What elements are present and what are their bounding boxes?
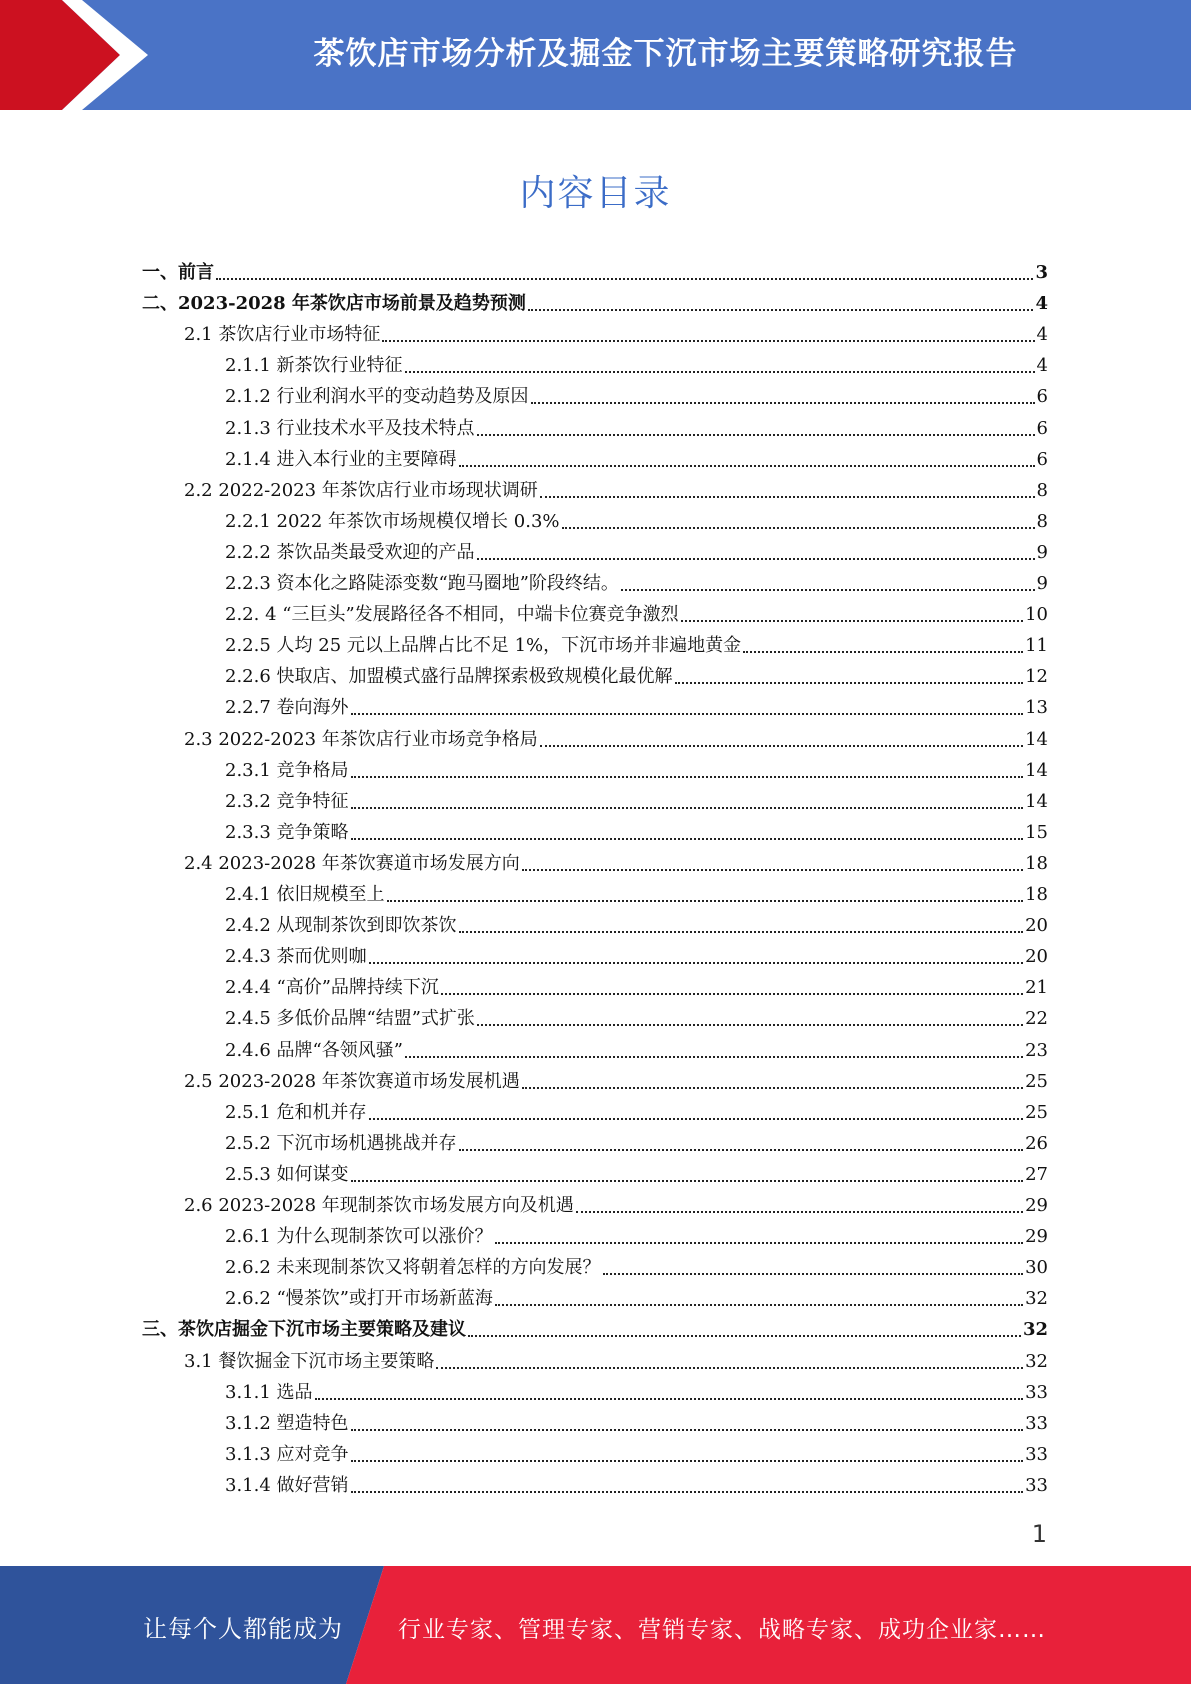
toc-entry-label: 2.2.3 资本化之路陡添变数“跑马圈地”阶段终结。 [225,573,619,594]
toc-leader-dots [315,1384,1024,1400]
toc-entry-label: 3.1.3 应对竞争 [225,1443,349,1465]
toc-entry-label: 2.2.1 2022 年茶饮市场规模仅增长 0.3% [225,510,560,532]
toc-entry-label: 2.3.1 竞争格局 [225,759,349,781]
toc-entry-page: 33 [1025,1474,1048,1496]
toc-leader-dots [351,699,1024,715]
toc-leader-dots [540,731,1023,747]
toc-entry-page: 22 [1025,1008,1048,1030]
toc-entry-page: 6 [1036,417,1048,439]
toc-leader-dots [436,1353,1023,1369]
toc-entry-label: 2.4.5 多低价品牌“结盟”式扩张 [225,1008,475,1030]
toc-entry-label: 3.1.2 塑造特色 [225,1412,349,1434]
toc-leader-dots [459,451,1035,467]
toc-entry[interactable] [184,471,1048,502]
toc-entry[interactable] [225,968,1048,999]
toc-entry-label: 2.5.3 如何谋变 [225,1163,349,1185]
toc-entry-label: 2.6 2023-2028 年现制茶饮市场发展方向及机遇 [184,1195,574,1216]
toc-entry[interactable] [225,657,1048,688]
toc-entry-label: 2.3.3 竞争策略 [225,821,349,843]
toc-entry-page: 25 [1025,1070,1048,1092]
toc-leader-dots [522,855,1023,871]
toc-leader-dots [369,948,1024,964]
toc-entry-label: 2.2. 4 “三巨头”发展路径各不相同，中端卡位赛竞争激烈 [225,604,679,626]
toc-entry[interactable] [225,906,1048,937]
toc-entry-page: 3 [1035,262,1048,283]
toc-entry[interactable] [225,1031,1048,1062]
toc-entry[interactable] [225,1373,1048,1404]
toc-entry[interactable] [225,377,1048,408]
toc-entry[interactable] [225,1248,1048,1279]
toc-entry[interactable] [225,346,1048,377]
toc-entry-label: 2.1.2 行业利润水平的变动趋势及原因 [225,386,529,408]
toc-leader-dots [351,762,1024,778]
toc-entry-label: 2.6.2 未来现制茶饮又将朝着怎样的方向发展？ [225,1257,601,1279]
toc-entry-page: 25 [1025,1101,1048,1123]
toc-entry-label: 2.2.5 人均 25 元以上品牌占比不足 1%，下沉市场并非遍地黄金 [225,635,742,657]
toc-entry-page: 14 [1025,728,1048,750]
footer-slogan-left: 让每个人都能成为 [143,1615,343,1643]
toc-entry-label: 2.1.4 进入本行业的主要障碍 [225,448,457,470]
toc-entry-label: 3.1.4 做好营销 [225,1474,349,1496]
toc-entry-page: 32 [1022,1319,1048,1341]
toc-leader-dots [562,513,1035,529]
toc-entry[interactable] [225,813,1048,844]
toc-entry-page: 4 [1035,293,1048,315]
toc-entry-page: 26 [1025,1132,1048,1154]
report-title: 茶饮店市场分析及掘金下沉市场主要策略研究报告 [313,36,1018,72]
toc-entry-page: 12 [1025,666,1048,688]
toc-entry[interactable] [225,1466,1048,1497]
toc-entry-page: 20 [1025,915,1048,937]
toc-entry-label: 2.3 2022-2023 年茶饮店行业市场竞争格局 [184,728,538,750]
toc-entry[interactable] [225,533,1048,564]
toc-entry-label: 2.2 2022-2023 年茶饮店行业市场现状调研 [184,479,538,501]
toc-entry-page: 6 [1036,448,1048,470]
toc-leader-dots [522,1073,1023,1089]
toc-leader-dots [495,1290,1023,1306]
toc-entry[interactable] [225,626,1048,657]
toc-entry-label: 3.1 餐饮掘金下沉市场主要策略 [184,1350,435,1372]
toc-leader-dots [495,1228,1024,1244]
toc-entry-label: 2.6.2 “慢茶饮”或打开市场新蓝海 [225,1288,493,1310]
toc-leader-dots [468,1321,1021,1337]
toc-entry-label: 二、2023-2028 年茶饮店市场前景及趋势预测 [142,293,526,315]
toc-entry-label: 2.5.1 危和机并存 [225,1101,367,1123]
toc-entry[interactable] [225,937,1048,968]
toc-entry[interactable] [225,595,1048,626]
page-number: 1 [1031,1520,1047,1548]
toc-leader-dots [477,1010,1023,1026]
toc-leader-dots [540,482,1035,498]
toc-leader-dots [351,824,1024,840]
toc-entry-page: 18 [1025,884,1048,905]
toc-entry-label: 2.4 2023-2028 年茶饮赛道市场发展方向 [184,852,520,874]
toc-entry-page: 9 [1036,541,1048,563]
toc-leader-dots [369,1104,1024,1120]
toc-entry-page: 30 [1025,1257,1048,1279]
toc-entry[interactable] [142,1310,1048,1341]
toc-entry[interactable] [225,1093,1048,1124]
toc-leader-dots [387,886,1024,902]
toc-entry-page: 32 [1025,1288,1048,1310]
toc-leader-dots [576,1197,1023,1213]
toc-leader-dots [216,264,1033,280]
toc-leader-dots [382,326,1034,342]
toc-entry-label: 2.4.3 茶而优则咖 [225,946,367,968]
toc-entry-label: 2.5 2023-2028 年茶饮赛道市场发展机遇 [184,1070,520,1092]
toc-entry[interactable] [142,284,1048,315]
toc-entry-label: 2.2.6 快取店、加盟模式盛行品牌探索极致规模化最优解 [225,666,673,688]
toc-entry[interactable] [225,564,1048,595]
toc-entry-label: 3.1.1 选品 [225,1381,313,1403]
toc-entry[interactable] [225,1155,1048,1186]
toc-entry[interactable] [225,688,1048,719]
page-header [0,0,1191,110]
toc-entry[interactable] [225,409,1048,440]
toc-entry[interactable] [142,253,1048,284]
toc-leader-dots [675,668,1024,684]
toc-entry-label: 2.4.4 “高价”品牌持续下沉 [225,977,439,999]
toc-entry-page: 33 [1025,1412,1048,1434]
toc-entry-page: 15 [1025,821,1048,843]
toc-leader-dots [681,606,1023,622]
toc-entry-label: 三、茶饮店掘金下沉市场主要策略及建议 [142,1319,466,1341]
toc-entry[interactable] [225,1404,1048,1435]
footer-slogan-right: 行业专家、管理专家、营销专家、战略专家、成功企业家…… [398,1617,1046,1643]
toc-entry[interactable] [225,1279,1048,1310]
toc-entry[interactable] [184,1342,1048,1373]
toc-entry-page: 13 [1025,697,1048,719]
toc-entry-page: 23 [1025,1039,1048,1061]
toc-entry-page: 18 [1025,852,1048,874]
toc-entry-label: 2.6.1 为什么现制茶饮可以涨价？ [225,1226,493,1248]
toc-leader-dots [405,357,1035,373]
toc-entry-page: 4 [1036,355,1048,377]
toc-entry-page: 21 [1025,977,1048,999]
toc-leader-dots [459,917,1024,933]
toc-entry-page: 29 [1025,1226,1048,1248]
toc-leader-dots [621,575,1035,591]
toc-leader-dots [351,1415,1024,1431]
toc-entry[interactable] [225,1124,1048,1155]
toc-entry-page: 10 [1025,604,1048,626]
toc-entry-label: 2.2.2 茶饮品类最受欢迎的产品 [225,541,475,563]
toc-entry-page: 9 [1036,573,1048,594]
toc-entry-page: 14 [1025,759,1048,781]
toc-leader-dots [351,793,1024,809]
toc-leader-dots [405,1042,1023,1058]
toc-leader-dots [531,388,1035,404]
toc-entry[interactable] [184,1062,1048,1093]
toc-entry[interactable] [225,1217,1048,1248]
toc-leader-dots [459,1135,1024,1151]
toc-entry[interactable] [225,875,1048,906]
toc-entry[interactable] [225,751,1048,782]
toc-leader-dots [351,1166,1024,1182]
page-footer [0,1566,1191,1684]
toc-entry-label: 2.1.1 新茶饮行业特征 [225,355,403,377]
toc-leader-dots [351,1446,1024,1462]
toc-leader-dots [743,637,1023,653]
toc-leader-dots [603,1259,1024,1275]
toc-entry-page: 8 [1036,510,1048,532]
toc-entry[interactable] [225,440,1048,471]
toc-entry[interactable] [225,999,1048,1030]
toc-entry-page: 20 [1025,946,1048,968]
toc-entry-page: 32 [1025,1350,1048,1372]
toc-entry-label: 2.4.2 从现制茶饮到即饮茶饮 [225,915,457,937]
toc-entry-label: 2.2.7 卷向海外 [225,697,349,719]
toc-entry-label: 2.5.2 下沉市场机遇挑战并存 [225,1132,457,1154]
toc-entry-page: 33 [1025,1443,1048,1465]
toc-entry[interactable] [184,315,1048,346]
toc-entry-page: 33 [1025,1381,1048,1403]
toc-entry[interactable] [225,1435,1048,1466]
toc-entry-page: 14 [1025,790,1048,812]
toc-entry[interactable] [225,502,1048,533]
toc-entry-page: 29 [1025,1195,1048,1216]
toc-leader-dots [477,544,1035,560]
toc-entry-label: 2.1 茶饮店行业市场特征 [184,324,381,346]
toc-entry-label: 2.4.6 品牌“各领风骚” [225,1039,403,1061]
toc-leader-dots [477,420,1035,436]
toc-entry-label: 2.1.3 行业技术水平及技术特点 [225,417,475,439]
toc-entry[interactable] [225,782,1048,813]
toc-entry-page: 27 [1025,1163,1048,1185]
toc-heading: 内容目录 [519,173,672,214]
toc-entry-label: 2.3.2 竞争特征 [225,790,349,812]
toc-entry-label: 2.4.1 依旧规模至上 [225,884,385,905]
toc-leader-dots [441,979,1023,995]
toc-entry[interactable] [184,1186,1048,1217]
toc-leader-dots [528,295,1034,311]
toc-entry[interactable] [184,844,1048,875]
toc-entry-page: 8 [1036,479,1048,501]
toc-entry-page: 4 [1036,324,1048,346]
toc-entry-label: 一、前言 [142,262,214,283]
toc-entry[interactable] [184,720,1048,751]
toc-entry-page: 6 [1036,386,1048,408]
toc-leader-dots [351,1477,1024,1493]
toc-entry-page: 11 [1025,635,1048,657]
